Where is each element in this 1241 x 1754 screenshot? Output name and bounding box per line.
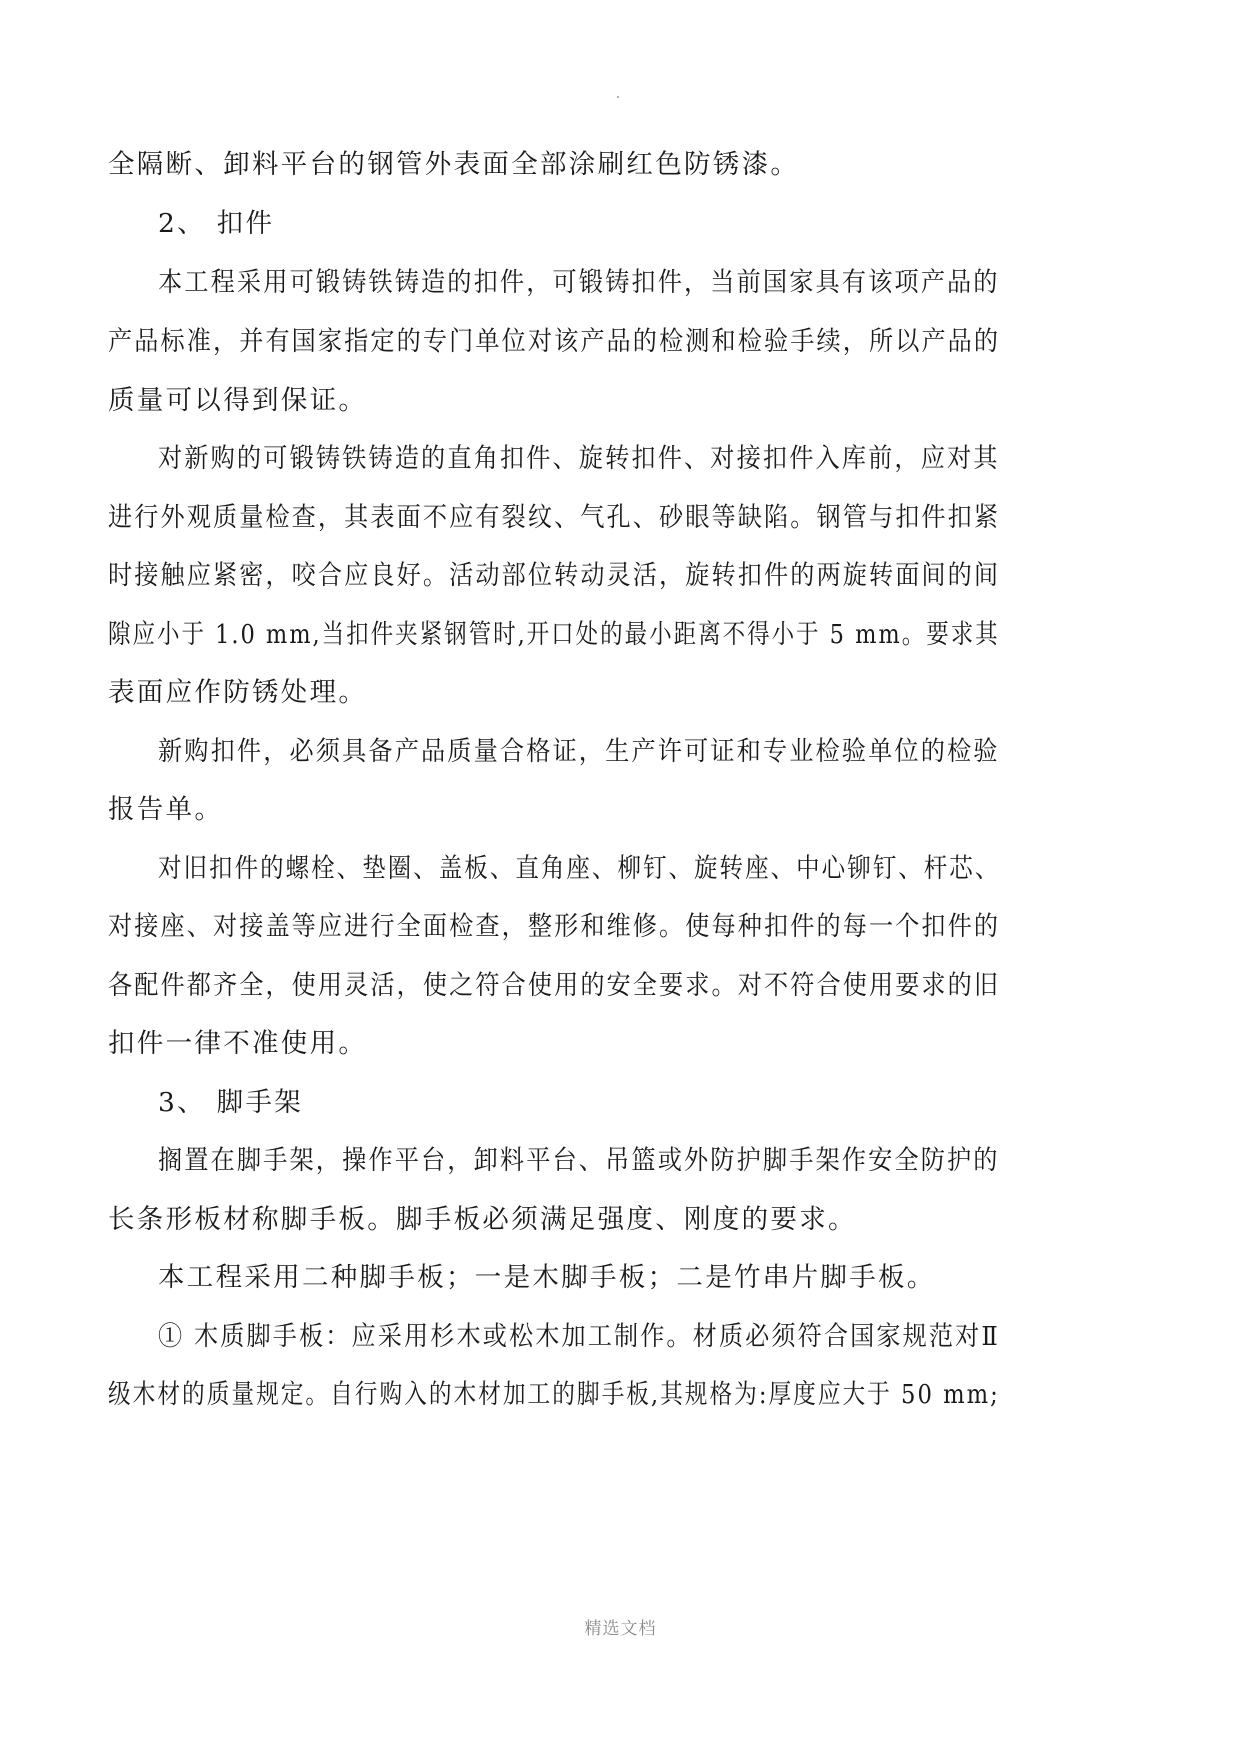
text-line: ① 木质脚手板：应采用杉木或松木加工制作。材质必须符合国家规范对Ⅱ [158,1321,1000,1352]
text-line: 对旧扣件的螺栓、垫圈、盖板、直角座、柳钉、旋转座、中心铆钉、杆芯、 [158,853,1001,884]
text-line: 扣件一律不准使用。 [108,1028,368,1059]
text-line: 质量可以得到保证。 [108,385,368,416]
text-line: 长条形板材称脚手板。脚手板必须满足强度、刚度的要求。 [108,1204,857,1235]
page-footer-label: 精选文档 [584,1619,657,1639]
text-line: 新购扣件，必须具备产品质量合格证，生产许可证和专业检验单位的检验 [158,736,1000,767]
text-line: 表面应作防锈处理。 [108,677,368,708]
section-heading-scaffold: 3、 脚手架 [158,1087,304,1118]
text-line: 报告单。 [108,794,224,825]
text-line: 全隔断、卸料平台的钢管外表面全部涂刷红色防锈漆。 [108,149,800,180]
text-line: 时接触应紧密，咬合应良好。活动部位转动灵活，旋转扣件的两旋转面间的间 [108,560,1001,591]
text-line: 进行外观质量检查，其表面不应有裂纹、气孔、砂眼等缺陷。钢管与扣件扣紧 [108,502,1001,533]
text-line: 对接座、对接盖等应进行全面检查，整形和维修。使每种扣件的每一个扣件的 [108,911,1001,942]
text-line: 本工程采用可锻铸铁铸造的扣件，可锻铸扣件，当前国家具有该项产品的 [158,267,1000,298]
text-line: 产品标准，并有国家指定的专门单位对该产品的检测和检验手续，所以产品的 [108,326,1001,357]
text-line: 隙应小于 1.0 mm,当扣件夹紧钢管时,开口处的最小距离不得小于 5 mm。要求其 [108,619,1000,650]
section-heading-fasteners: 2、 扣件 [158,208,275,239]
text-line: 对新购的可锻铸铁铸造的直角扣件、旋转扣件、对接扣件入库前，应对其 [158,443,1000,474]
text-line: 各配件都齐全，使用灵活，使之符合使用的安全要求。对不符合使用要求的旧 [108,970,1001,1001]
page-marker-dot [617,96,619,98]
text-line: 搁置在脚手架，操作平台，卸料平台、吊篮或外防护脚手架作安全防护的 [158,1145,1000,1176]
text-line: 级木材的质量规定。自行购入的木材加工的脚手板,其规格为:厚度应大于 50 mm; [108,1379,1000,1410]
text-line: 本工程采用二种脚手板；一是木脚手板；二是竹串片脚手板。 [158,1262,936,1293]
